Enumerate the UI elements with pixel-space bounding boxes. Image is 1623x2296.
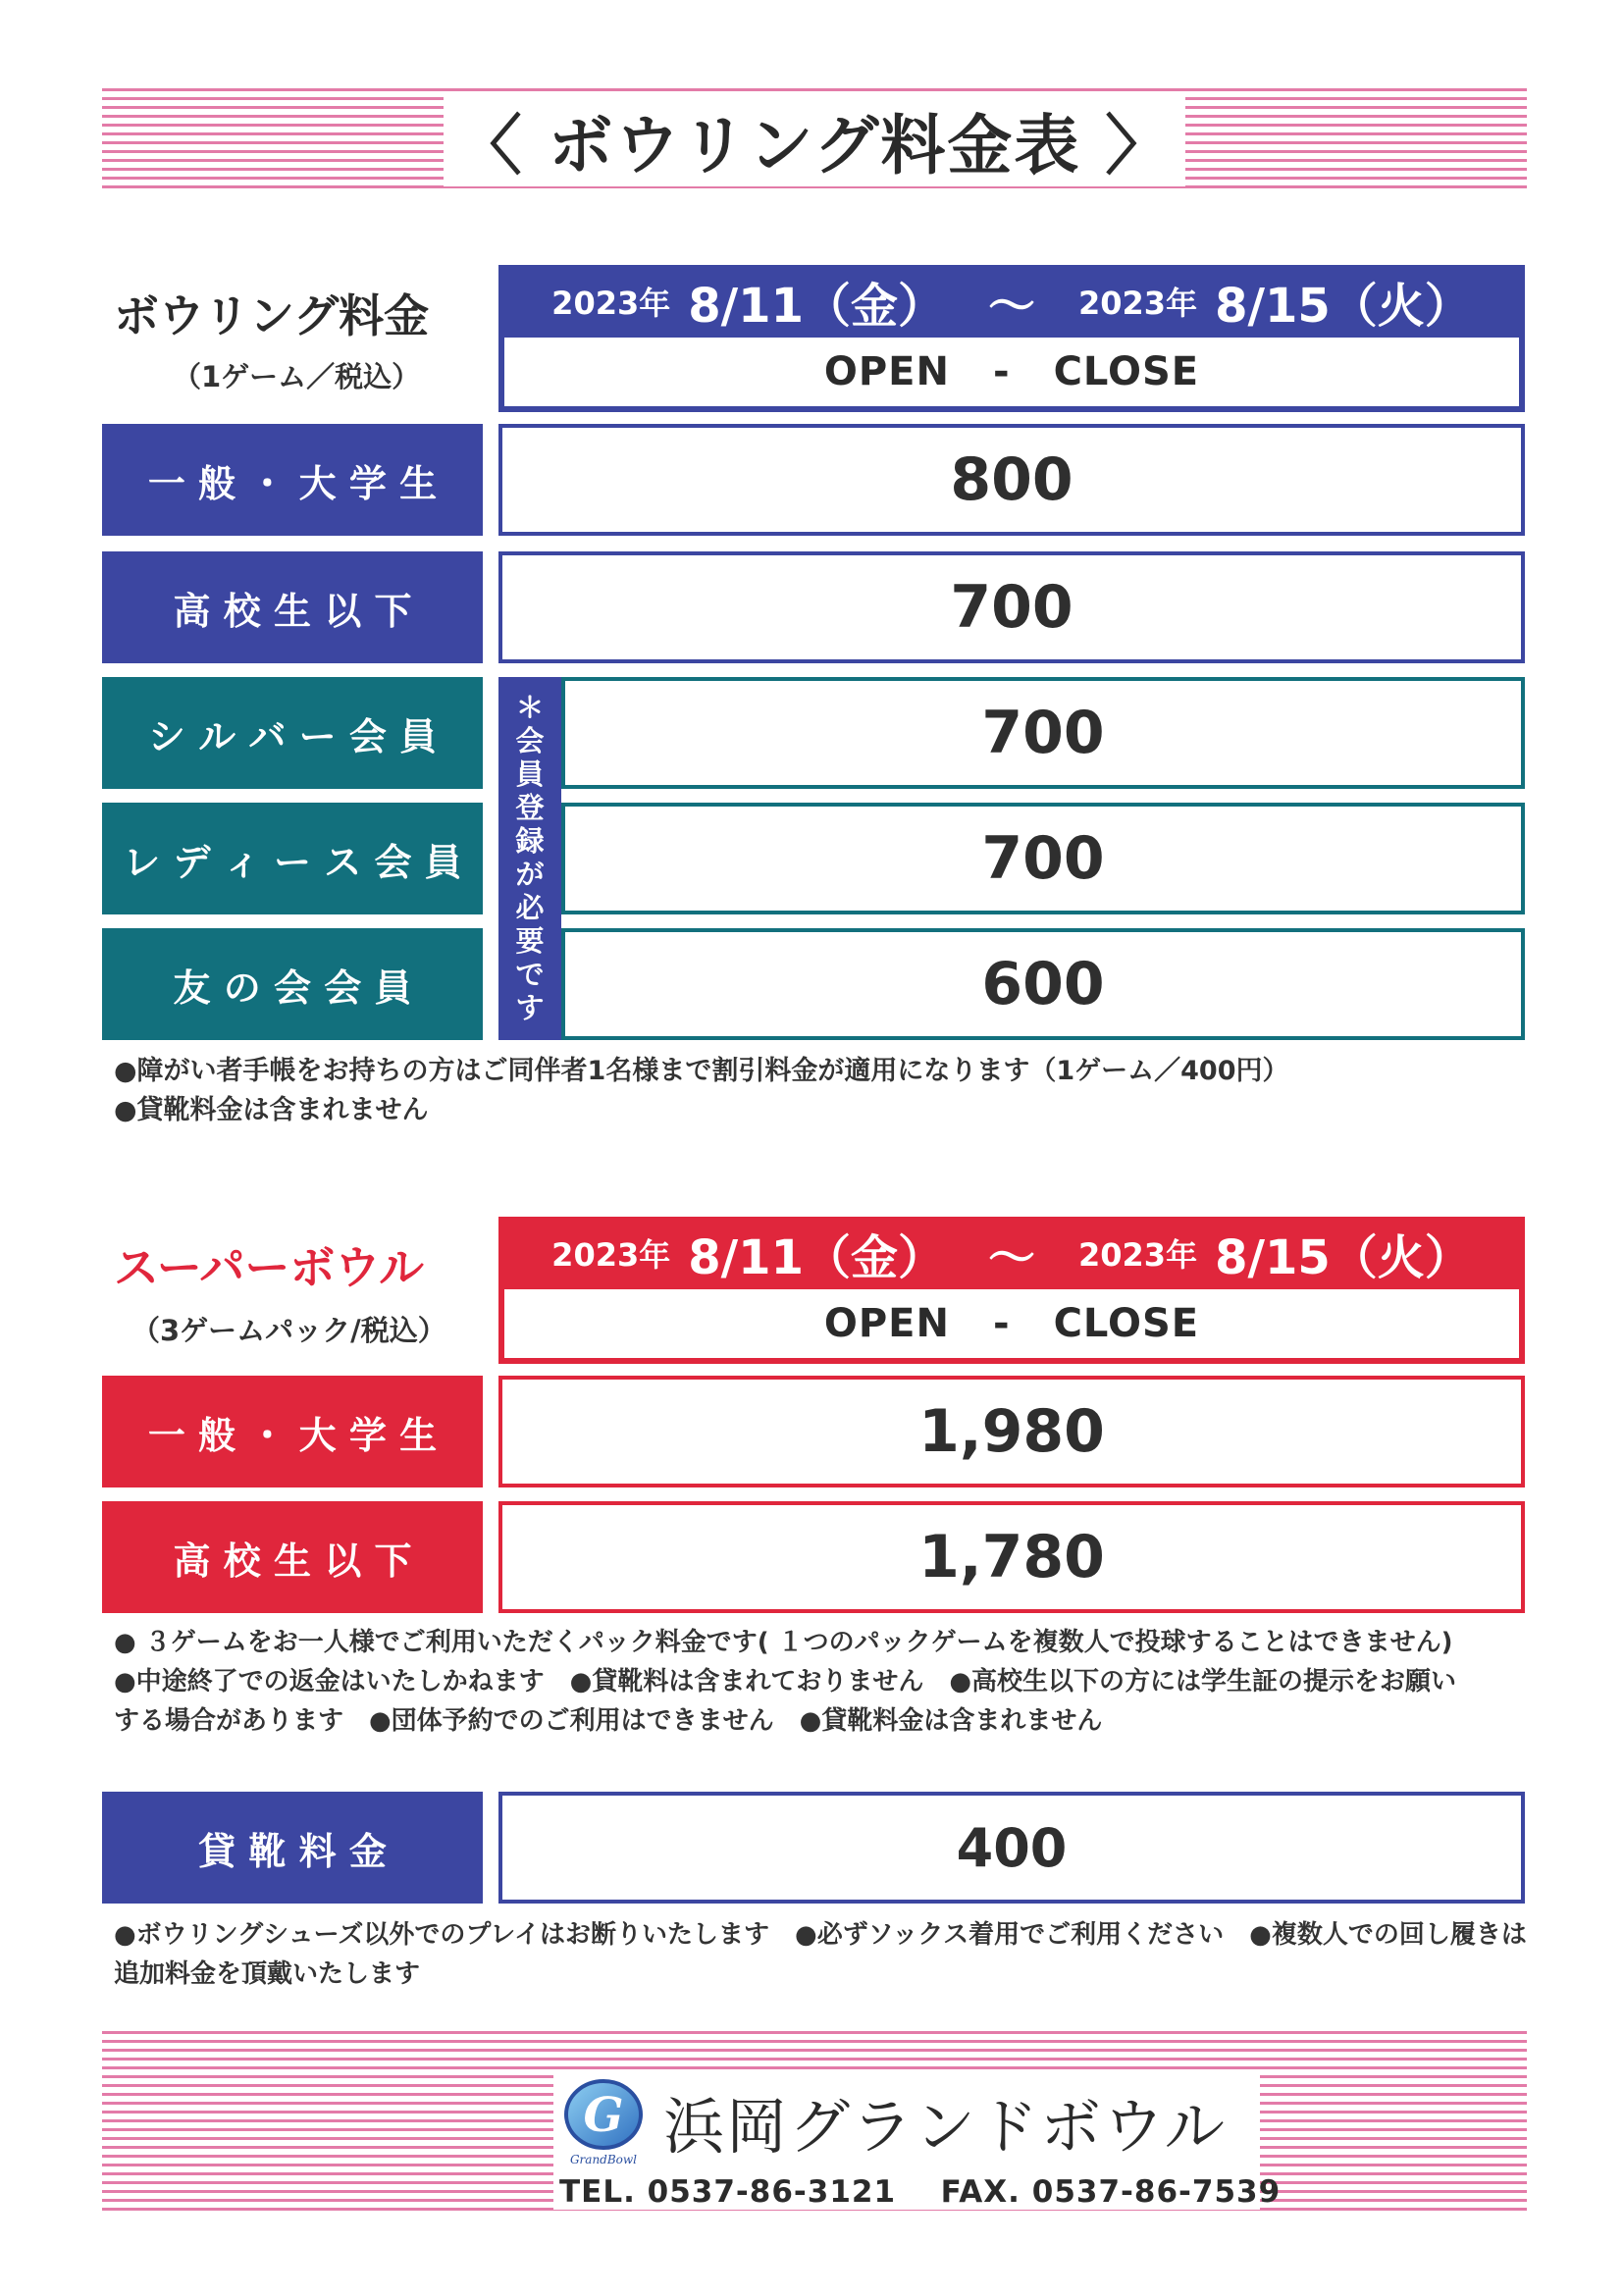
- bowling-heading: ボウリング料金: [114, 289, 430, 342]
- superbowl-header-box: [498, 1217, 1525, 1364]
- superbowl-price-highschool: 1,780: [498, 1501, 1525, 1613]
- price-value-ladies: 700: [561, 803, 1525, 914]
- superbowl-label-highschool: 高 校 生 以 下: [102, 1501, 483, 1613]
- price-label-friends: 友 の 会 会 員: [102, 928, 483, 1040]
- bowling-header-box: [498, 265, 1525, 412]
- price-value-silver: 700: [561, 677, 1525, 789]
- shoe-rental-label: 貸 靴 料 金: [102, 1792, 483, 1904]
- price-label-silver: シ ル バ ー 会 員: [102, 677, 483, 789]
- brand-name: 浜岡グランドボウル: [663, 2091, 1228, 2163]
- superbowl-date-range: 2023年 8/11（金） ～ 2023年 8/15（火）: [551, 1229, 1472, 1285]
- shoe-rental-notes: ●ボウリングシューズ以外でのプレイはお断りいたします ●必ずソックス着用でご利用ください ●複数人での回し履きは 追加料金を頂戴いたします: [114, 1920, 1527, 1989]
- price-label-general: 一 般 ・ 大 学 生: [102, 424, 483, 536]
- price-label-ladies: レ デ ィ ー ス 会 員: [102, 803, 483, 914]
- page-title: 〈 ボウリング料金表 〉: [444, 93, 1186, 186]
- superbowl-heading: スーパーボウル: [114, 1241, 425, 1294]
- bowling-hours: OPEN - CLOSE: [504, 338, 1519, 406]
- bowling-subheading: （1ゲーム／税込）: [173, 360, 421, 393]
- superbowl-hours: OPEN - CLOSE: [504, 1289, 1519, 1358]
- superbowl-subheading: （3ゲームパック/税込）: [131, 1314, 446, 1347]
- grandbowl-logo-icon: G GrandBowl: [559, 2076, 648, 2166]
- footer-band: [102, 2031, 1527, 2216]
- price-value-friends: 600: [561, 928, 1525, 1040]
- phone-number: TEL. 0537-86-3121: [559, 2174, 897, 2210]
- bowling-date-range: 2023年 8/11（金） ～ 2023年 8/15（火）: [551, 278, 1472, 334]
- svg-text:G: G: [583, 2088, 624, 2143]
- price-value-highschool: 700: [498, 551, 1525, 663]
- shoe-rental-price: 400: [498, 1792, 1525, 1904]
- superbowl-notes: ● ３ゲームをお一人様でご利用いただくパック料金です( １つのパックゲームを複数人で投球することはできません) ●中途終了での返金はいたしかねます ●貸靴料は含まれておりません ●高校生以下の方には学生証の提示をお願い する場合があります ●団体予約でのご利用はできません ●貸靴料金は含まれません: [114, 1628, 1457, 1736]
- fax-number: FAX. 0537-86-7539: [940, 2174, 1282, 2210]
- superbowl-label-general: 一 般 ・ 大 学 生: [102, 1376, 483, 1487]
- price-label-highschool: 高 校 生 以 下: [102, 551, 483, 663]
- member-registration-note: ＊ 会 員 登 録 が 必 要 で す: [498, 677, 561, 1040]
- price-value-general: 800: [498, 424, 1525, 536]
- bowling-notes: ●障がい者手帳をお持ちの方はご同伴者1名様まで割引料金が適用になります（1ゲーム／400円） ●貸靴料金は含まれません: [114, 1056, 1289, 1125]
- superbowl-price-general: 1,980: [498, 1376, 1525, 1487]
- title-band: [102, 88, 1527, 190]
- contact-info: [559, 2174, 1282, 2210]
